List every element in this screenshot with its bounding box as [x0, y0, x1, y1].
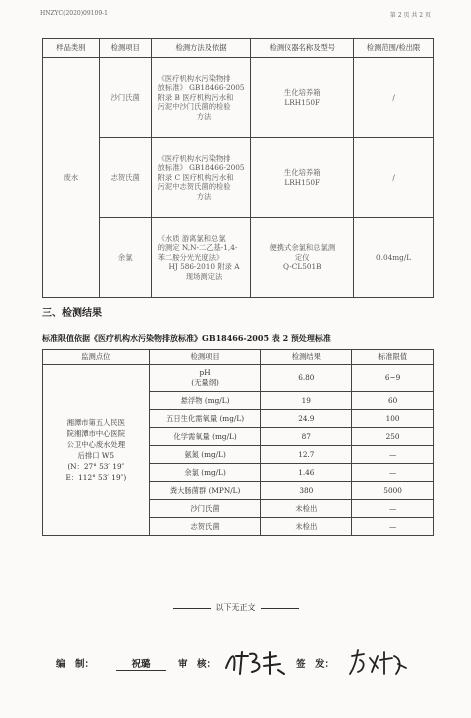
- test-result: 24.9: [261, 410, 352, 428]
- standard-limit: —: [352, 446, 434, 464]
- detection-range: 0.04mg/L: [354, 218, 434, 298]
- table-row: [43, 58, 434, 138]
- standard-limit: 5000: [352, 482, 434, 500]
- table-row: [43, 138, 434, 218]
- col-header: 样品类别: [43, 39, 100, 58]
- doc-number: HNZYC(2020)09109-1: [40, 10, 108, 17]
- test-method: 《医疗机构水污染物排 放标准》 GB18466-2005 附录 C 医疗机构污水和 污泥中志贺氏菌的检验 方法: [151, 138, 251, 218]
- standard-limit: 100: [352, 410, 434, 428]
- test-result: 87: [261, 428, 352, 446]
- test-item: 悬浮物 (mg/L): [149, 392, 261, 410]
- instrument: 便携式余氯和总氯测 定仪 Q-CL501B: [251, 218, 354, 298]
- col-header: 检测方法及依据: [151, 39, 251, 58]
- instrument: 生化培养箱 LRH150F: [251, 138, 354, 218]
- reviewer-signature: [222, 648, 288, 676]
- test-result: 未检出: [261, 500, 352, 518]
- page-header: [40, 10, 431, 22]
- standard-limit: 6~9: [352, 365, 434, 392]
- method-table: [42, 38, 434, 298]
- issue-label: 签 发：: [296, 659, 335, 670]
- test-item: 沙门氏菌: [99, 58, 151, 138]
- test-result: 380: [261, 482, 352, 500]
- standard-limit: 250: [352, 428, 434, 446]
- test-item: 余氯: [99, 218, 151, 298]
- col-header: 监测点位: [43, 350, 150, 365]
- test-item: 氨氮 (mg/L): [149, 446, 261, 464]
- col-header: 检测项目: [149, 350, 261, 365]
- standard-limit: —: [352, 464, 434, 482]
- test-result: 未检出: [261, 518, 352, 536]
- test-result: 19: [261, 392, 352, 410]
- divider: [173, 608, 211, 609]
- test-item: 志贺氏菌: [149, 518, 261, 536]
- review-label: 审 核：: [178, 659, 217, 670]
- divider: [261, 608, 299, 609]
- monitoring-site: 湘潭市第五人民医 院湘潭市中心医院 公卫中心废水处理 后排口 W5 (N：27° 53′ 19″ E：112° 53′ 19″): [43, 365, 150, 536]
- end-of-text-marker: 以下无正文: [0, 602, 471, 613]
- sample-category: 废水: [43, 58, 100, 298]
- standard-limit: 60: [352, 392, 434, 410]
- test-result: 6.80: [261, 365, 352, 392]
- table-row: [43, 365, 434, 392]
- page-number: 第 2 页 共 2 页: [389, 12, 431, 19]
- test-item: 余氯 (mg/L): [149, 464, 261, 482]
- detection-range: /: [354, 58, 434, 138]
- standard-basis: 标准限值依据《医疗机构水污染物排放标准》GB18466-2005 表 2 预处理标准: [42, 333, 331, 343]
- standard-limit: —: [352, 500, 434, 518]
- section-title: 三、检测结果: [42, 308, 102, 319]
- test-item: 志贺氏菌: [99, 138, 151, 218]
- test-item: 五日生化需氧量 (mg/L): [149, 410, 261, 428]
- col-header: 检测仪器名称及型号: [251, 39, 354, 58]
- issuer-signature: [348, 648, 408, 676]
- test-item: pH (无量纲): [149, 365, 261, 392]
- table-row: [43, 218, 434, 298]
- test-result: 12.7: [261, 446, 352, 464]
- editor-label: 编 制：: [56, 659, 95, 670]
- results-table: [42, 349, 434, 536]
- signature-block: [56, 648, 436, 678]
- col-header: 检测项目: [99, 39, 151, 58]
- test-method: 《水质 游离氯和总氯 的测定 N,N-二乙基-1,4- 苯二胺分光光度法》 HJ 586-2010 附录 A 现场测定法: [151, 218, 251, 298]
- test-method: 《医疗机构水污染物排 放标准》 GB18466-2005 附录 B 医疗机构污水和 污泥中沙门氏菌的检验 方法: [151, 58, 251, 138]
- editor-name: 祝璐: [116, 656, 166, 671]
- test-result: 1.46: [261, 464, 352, 482]
- results-table-header: [43, 350, 434, 365]
- col-header: 检测范围/检出限: [354, 39, 434, 58]
- test-item: 粪大肠菌群 (MPN/L): [149, 482, 261, 500]
- col-header: 标准限值: [352, 350, 434, 365]
- col-header: 检测结果: [261, 350, 352, 365]
- method-table-header: [43, 39, 434, 58]
- standard-limit: —: [352, 518, 434, 536]
- test-item: 化学需氧量 (mg/L): [149, 428, 261, 446]
- test-item: 沙门氏菌: [149, 500, 261, 518]
- instrument: 生化培养箱 LRH150F: [251, 58, 354, 138]
- detection-range: /: [354, 138, 434, 218]
